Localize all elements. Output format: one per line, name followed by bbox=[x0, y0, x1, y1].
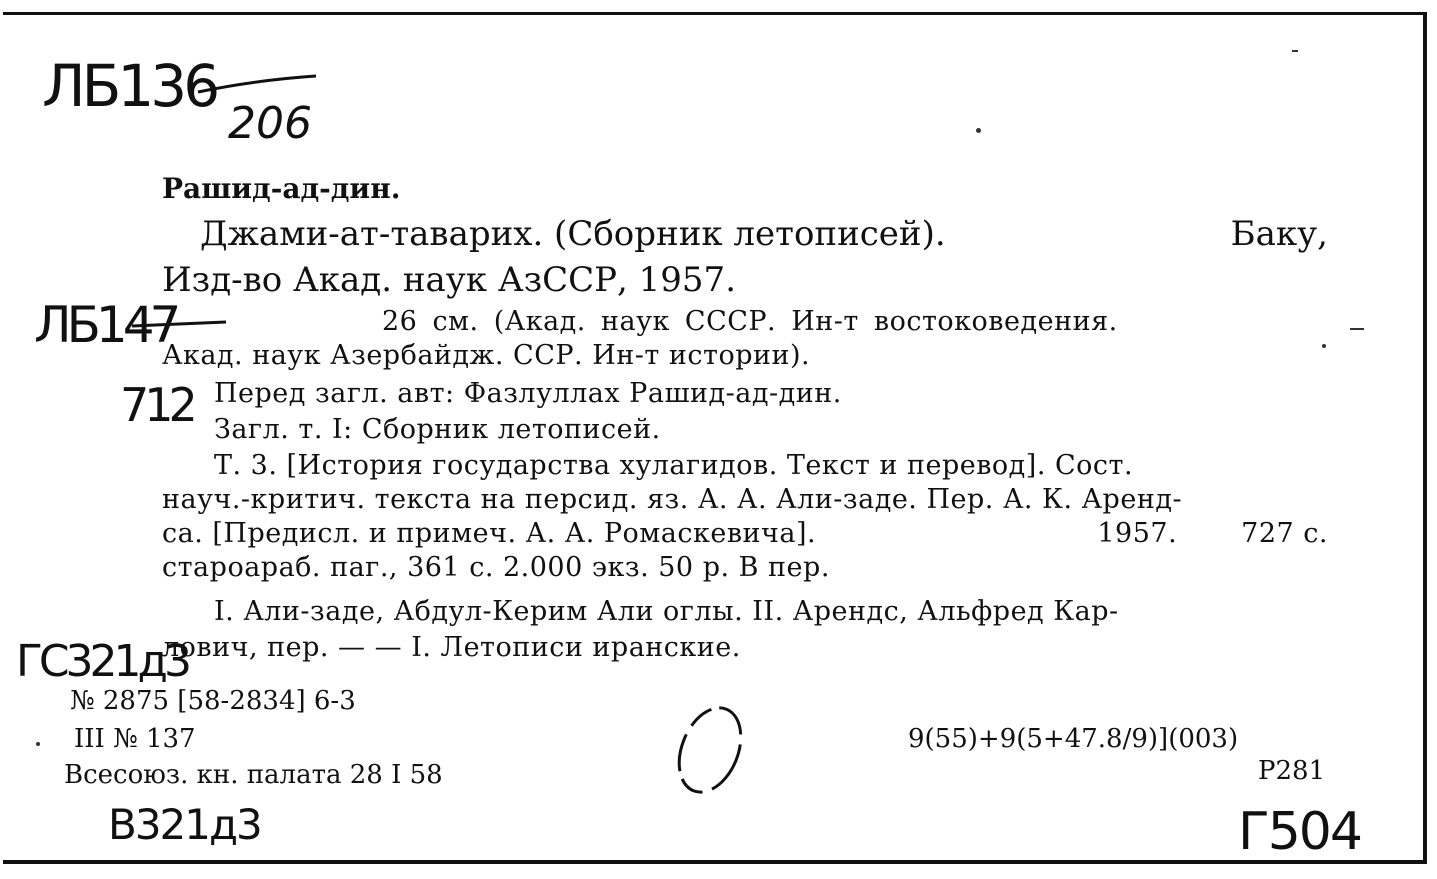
punch-hole-mark bbox=[664, 698, 756, 802]
entry-volume-line-1: Т. 3. [История государства хулагидов. Текст и перевод]. Сост. bbox=[214, 450, 1134, 481]
footer-classification: 9(55)+9(5+47.8/9)](003) bbox=[908, 724, 1239, 754]
entry-place: Баку, bbox=[1230, 214, 1328, 254]
entry-series-line-2: Акад. наук Азербайдж. ССР. Ин-т истории). bbox=[162, 340, 811, 371]
entry-note-author: Перед загл. авт: Фазлуллах Рашид-ад-дин. bbox=[214, 378, 842, 409]
handwritten-side-code: ГС321д3 bbox=[16, 636, 188, 687]
entry-tracing-line-2: лович, пер. — — I. Летописи иранские. bbox=[162, 632, 741, 663]
speck bbox=[1322, 344, 1326, 348]
entry-author: Рашид-ад-дин. bbox=[162, 172, 401, 205]
handwritten-mid-left-sub: 712 bbox=[120, 378, 193, 432]
handwritten-bottom-right-code: Г504 bbox=[1238, 802, 1361, 862]
entry-pages: 727 с. bbox=[1241, 518, 1328, 549]
entry-volume-line-4: староараб. паг., 361 с. 2.000 экз. 50 р. В пер. bbox=[162, 552, 830, 583]
entry-series-line-1: 26 см. (Акад. наук СССР. Ин-т востоковедения. bbox=[382, 306, 1118, 337]
footer-record-number: № 2875 [58-2834] 6-3 bbox=[70, 686, 356, 716]
handwritten-mid-left-code: ЛБ147 bbox=[34, 296, 177, 354]
footer-series-number: III № 137 bbox=[74, 724, 196, 754]
entry-title-line-2: Изд-во Акад. наук АзССР, 1957. bbox=[162, 260, 736, 300]
entry-volume-line-2: науч.-критич. текста на персид. яз. А. А. Али-заде. Пер. А. К. Аренд- bbox=[162, 484, 1183, 515]
entry-note-title: Загл. т. I: Сборник летописей. bbox=[214, 414, 661, 445]
entry-title-text: Джами-ат-таварих. (Сборник летописей). bbox=[200, 214, 946, 254]
speck bbox=[1350, 328, 1364, 330]
footer-book-chamber: Всесоюз. кн. палата 28 I 58 bbox=[64, 760, 443, 790]
entry-volume-line-3 bbox=[162, 518, 1328, 549]
handwritten-top-left-sub: 206 bbox=[228, 98, 312, 149]
speck bbox=[36, 742, 40, 746]
handwritten-bottom-left-code: В321д3 bbox=[108, 800, 261, 849]
entry-preface: са. [Предисл. и примеч. А. А. Ромаскевича]. bbox=[162, 518, 817, 549]
footer-author-mark: Р281 bbox=[1258, 756, 1326, 786]
speck bbox=[976, 128, 981, 133]
entry-year: 1957. bbox=[1097, 518, 1178, 549]
entry-tracing-line-1: I. Али-заде, Абдул-Керим Али оглы. II. Арендс, Альфред Кар- bbox=[214, 596, 1119, 627]
handwritten-mid-line bbox=[130, 314, 230, 334]
handwritten-fraction-line bbox=[196, 70, 320, 100]
speck bbox=[1292, 50, 1298, 52]
handwritten-top-left-code: ЛБ136 bbox=[42, 52, 217, 120]
entry-title-line-1 bbox=[200, 214, 1328, 254]
